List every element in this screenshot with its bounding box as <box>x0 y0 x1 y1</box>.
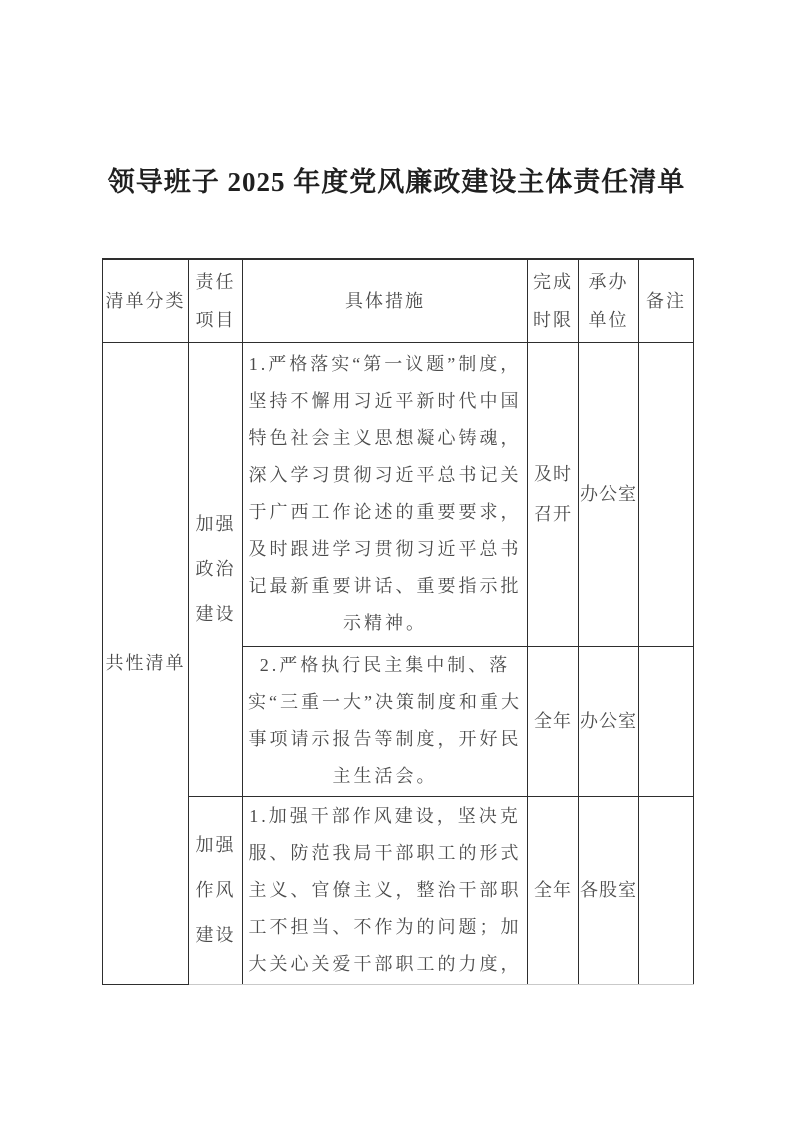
header-deadline: 完成时限 <box>528 259 579 342</box>
table-row <box>103 342 694 646</box>
cell-category: 共性清单 <box>103 342 189 984</box>
table-header-row <box>103 259 694 342</box>
cell-unit-3: 各股室 <box>579 796 639 984</box>
cell-deadline-1: 及时召开 <box>528 342 579 646</box>
cell-project-political: 加强政治建设 <box>189 342 243 796</box>
cell-unit-2: 办公室 <box>579 646 639 796</box>
header-remark: 备注 <box>639 259 694 342</box>
cell-measure-3: 1.加强干部作风建设，坚决克服、防范我局干部职工的形式主义、官僚主义，整治干部职工不担当、不作为的问题；加大关心关爱干部职工的力度， <box>243 796 528 984</box>
header-project: 责任项目 <box>189 259 243 342</box>
cell-project-workstyle: 加强作风建设 <box>189 796 243 984</box>
cell-deadline-3: 全年 <box>528 796 579 984</box>
cell-remark-2 <box>639 646 694 796</box>
header-measures: 具体措施 <box>243 259 528 342</box>
header-category: 清单分类 <box>103 259 189 342</box>
cell-unit-1: 办公室 <box>579 342 639 646</box>
cell-measure-1: 1.严格落实“第一议题”制度，坚持不懈用习近平新时代中国特色社会主义思想凝心铸魂，深入学习贯彻习近平总书记关于广西工作论述的重要要求，及时跟进学习贯彻习近平总书记最新重要讲话、重要指示批示精神。 <box>243 342 528 646</box>
cell-remark-1 <box>639 342 694 646</box>
table-row <box>103 796 694 984</box>
header-unit: 承办单位 <box>579 259 639 342</box>
responsibility-table <box>102 258 694 985</box>
cell-remark-3 <box>639 796 694 984</box>
page-title: 领导班子 2025 年度党风廉政建设主体责任清单 <box>107 167 686 197</box>
cell-deadline-2: 全年 <box>528 646 579 796</box>
cell-measure-2: 2.严格执行民主集中制、落实“三重一大”决策制度和重大事项请示报告等制度，开好民主生活会。 <box>243 646 528 796</box>
